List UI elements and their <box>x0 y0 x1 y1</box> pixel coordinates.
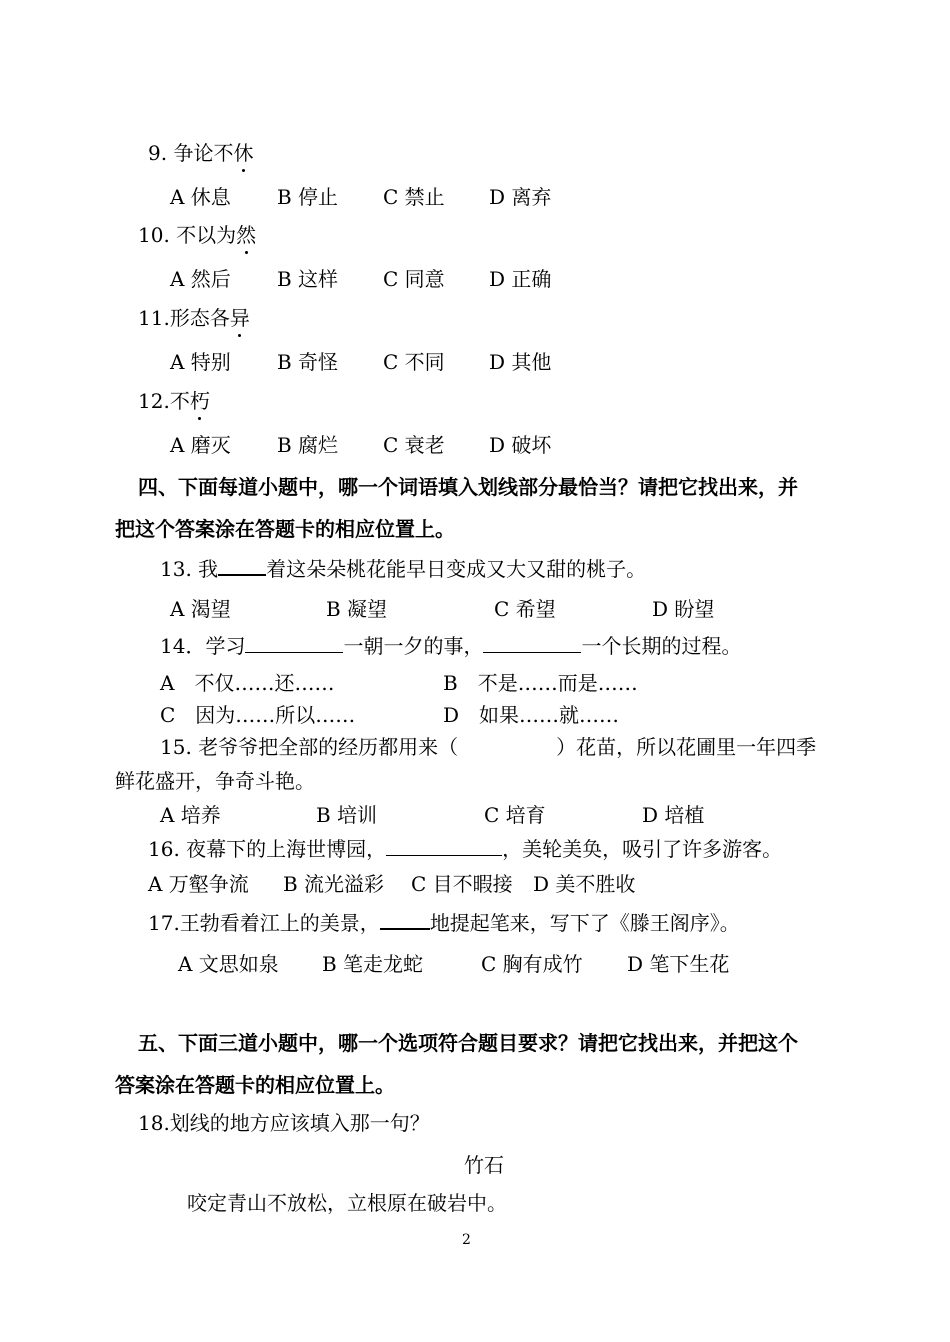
poem-title: 竹石 <box>464 1153 504 1177</box>
question-16 <box>148 836 782 862</box>
section-5-heading-line-1: 五、下面三道小题中，哪一个选项符合题目要求？请把它找出来，并把这个 <box>138 1031 798 1055</box>
question-16-stem-start: 16. 夜幕下的上海世博园， <box>148 837 387 861</box>
question-15-line-2: 鲜花盛开，争奇斗艳。 <box>115 769 315 793</box>
question-11-number: 11. <box>138 306 170 330</box>
option-d: D 如果……就…… <box>443 703 620 727</box>
section-4-heading-line-2: 把这个答案涂在答题卡的相应位置上。 <box>115 517 455 541</box>
option-d: D 破坏 <box>489 433 552 457</box>
option-a: A 文思如泉 <box>178 952 279 976</box>
question-9 <box>148 140 253 166</box>
question-13-stem-end: 着这朵朵桃花能早日变成又大又甜的桃子。 <box>266 557 647 581</box>
question-17-stem-end: 地提起笔来，写下了《滕王阁序》。 <box>429 911 740 935</box>
question-16-stem-end: ，美轮美奂，吸引了许多游客。 <box>502 837 783 861</box>
option-c: C 禁止 <box>383 185 445 209</box>
option-b: B 笔走龙蛇 <box>322 952 424 976</box>
question-12 <box>138 388 210 414</box>
question-15 <box>160 734 816 760</box>
option-b: B 流光溢彩 <box>283 872 385 896</box>
question-10-stem: 不以为 <box>176 223 237 247</box>
question-10 <box>138 222 256 248</box>
question-10-dotted-char: 然 <box>236 223 257 247</box>
option-c: C 因为……所以…… <box>160 703 356 727</box>
option-d: D 其他 <box>489 350 552 374</box>
question-11-dotted-char: 异 <box>229 306 250 330</box>
option-a: A 渴望 <box>170 597 231 621</box>
question-15-stem-start: 15. 老爷爷把全部的经历都用来（ <box>160 735 459 759</box>
option-a: A 休息 <box>170 185 231 209</box>
question-10-number: 10. <box>138 223 170 247</box>
option-b: B 凝望 <box>326 597 388 621</box>
question-11 <box>138 305 250 331</box>
answer-blank <box>386 837 502 856</box>
option-d: D 离弃 <box>489 185 552 209</box>
option-c: C 衰老 <box>383 433 445 457</box>
question-9-number: 9. <box>148 141 168 165</box>
question-12-number: 12. <box>138 389 170 413</box>
option-b: B 停止 <box>277 185 339 209</box>
section-4-heading-line-1: 四、下面每道小题中，哪一个词语填入划线部分最恰当？请把它找出来，并 <box>138 475 798 499</box>
option-d: D 盼望 <box>652 597 715 621</box>
question-9-stem: 争论不 <box>173 141 234 165</box>
option-c: C 希望 <box>494 597 556 621</box>
page-number: 2 <box>462 1232 471 1248</box>
option-c: C 培育 <box>484 803 546 827</box>
question-13 <box>160 556 646 582</box>
question-11-stem: 形态各 <box>169 306 230 330</box>
question-9-dotted-char: 休 <box>233 141 254 165</box>
answer-blank <box>218 556 266 576</box>
section-5-heading-line-2: 答案涂在答题卡的相应位置上。 <box>115 1073 395 1097</box>
question-14-stem-start: 14．学习 <box>160 634 246 658</box>
option-c: C 同意 <box>383 267 445 291</box>
question-14-stem-end: 一个长期的过程。 <box>581 634 742 658</box>
option-a: A 不仅……还…… <box>160 671 335 695</box>
question-17-stem-start: 17.王勃看着江上的美景， <box>148 911 380 935</box>
option-d: D 培植 <box>642 803 705 827</box>
option-d: D 笔下生花 <box>627 952 730 976</box>
option-d: D 正确 <box>489 267 552 291</box>
question-15-stem-end: ）花苗，所以花圃里一年四季 <box>556 735 817 759</box>
question-12-stem: 不 <box>169 389 190 413</box>
option-a: A 特别 <box>170 350 231 374</box>
answer-blank <box>483 634 581 653</box>
answer-blank <box>245 634 343 653</box>
option-b: B 奇怪 <box>277 350 339 374</box>
answer-blank <box>380 910 430 930</box>
option-a: A 万壑争流 <box>148 872 249 896</box>
question-13-stem-start: 13. 我 <box>160 557 219 581</box>
option-b: B 不是……而是…… <box>443 671 638 695</box>
question-14 <box>160 633 741 659</box>
question-17 <box>148 910 740 936</box>
option-d: D 美不胜收 <box>533 872 636 896</box>
option-a: A 然后 <box>170 267 231 291</box>
question-18: 18.划线的地方应该填入那一句？ <box>138 1111 430 1135</box>
option-a: A 磨灭 <box>170 433 231 457</box>
option-b: B 腐烂 <box>277 433 339 457</box>
question-14-stem-middle: 一朝一夕的事， <box>343 634 484 658</box>
option-c: C 胸有成竹 <box>481 952 583 976</box>
option-c: C 目不暇接 <box>411 872 513 896</box>
question-12-dotted-char: 朽 <box>189 389 210 413</box>
option-a: A 培养 <box>160 803 221 827</box>
option-b: B 这样 <box>277 267 339 291</box>
option-b: B 培训 <box>316 803 378 827</box>
option-c: C 不同 <box>383 350 445 374</box>
poem-line-1: 咬定青山不放松，立根原在破岩中。 <box>187 1191 507 1215</box>
